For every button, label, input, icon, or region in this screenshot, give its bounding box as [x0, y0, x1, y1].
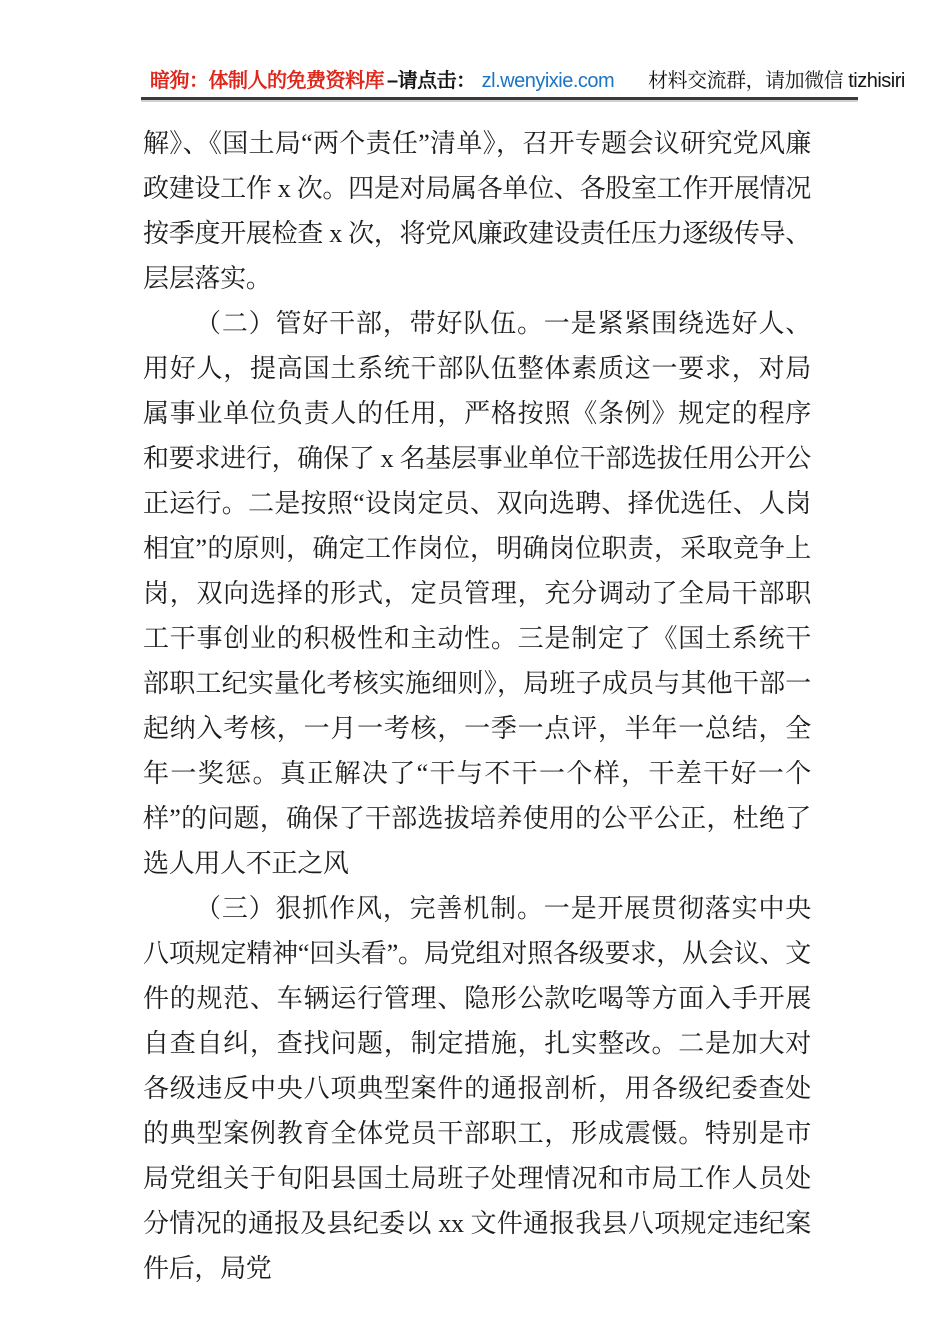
promo-click-prompt: –请点击： — [387, 70, 476, 92]
header-divider — [141, 97, 858, 100]
paragraph-continuation: 解》、《国土局“两个责任”清单》，召开专题会议研究党风廉政建设工作 x 次。四是对局属各单位、各股室工作开展情况按季度开展检查 x 次，将党风廉政建设责任压力逐级传导、层层落实。 — [143, 129, 811, 293]
promo-header — [150, 64, 905, 93]
document-body — [143, 121, 811, 1291]
promo-group-note: 材料交流群，请加微信 tizhisiri — [648, 70, 905, 92]
paragraph-section-two: （二）管好干部，带好队伍。一是紧紧围绕选好人、用好人，提高国土系统干部队伍整体素质这一要求，对局属事业单位负责人的任用，严格按照《条例》规定的程序和要求进行，确保了 x 名基层事业单位干部选拔任用公开公正运行。二是按照“设岗定员、双向选聘、择优选任、人岗相宜”的原则，确定工作岗位，明确岗位职责，采取竞争上岗，双向选择的形式，定员管理，充分调动了全局干部职工干事创业的积极性和主动性。三是制定了《国土系统干部职工纪实量化考核实施细则》，局班子成员与其他干部一起纳入考核，一月一考核，一季一点评，半年一总结，全年一奖惩。真正解决了“干与不干一个样，干差干好一个样”的问题，确保了干部选拔培养使用的公平公正，杜绝了选人用人不正之风 — [143, 309, 811, 878]
promo-site-name: 暗狗：体制人的免费资料库 — [150, 70, 384, 92]
promo-site-link[interactable]: zl.wenyixie.com — [481, 70, 615, 92]
paragraph-section-three: （三）狠抓作风，完善机制。一是开展贯彻落实中央八项规定精神“回头看”。局党组对照各级要求，从会议、文件的规范、车辆运行管理、隐形公款吃喝等方面入手开展自查自纠，查找问题，制定措施，扎实整改。二是加大对各级违反中央八项典型案件的通报剖析，用各级纪委查处的典型案例教育全体党员干部职工，形成震慑。特别是市局党组关于旬阳县国土局班子处理情况和市局工作人员处分情况的通报及县纪委以 xx 文件通报我县八项规定违纪案件后，局党 — [143, 894, 811, 1283]
